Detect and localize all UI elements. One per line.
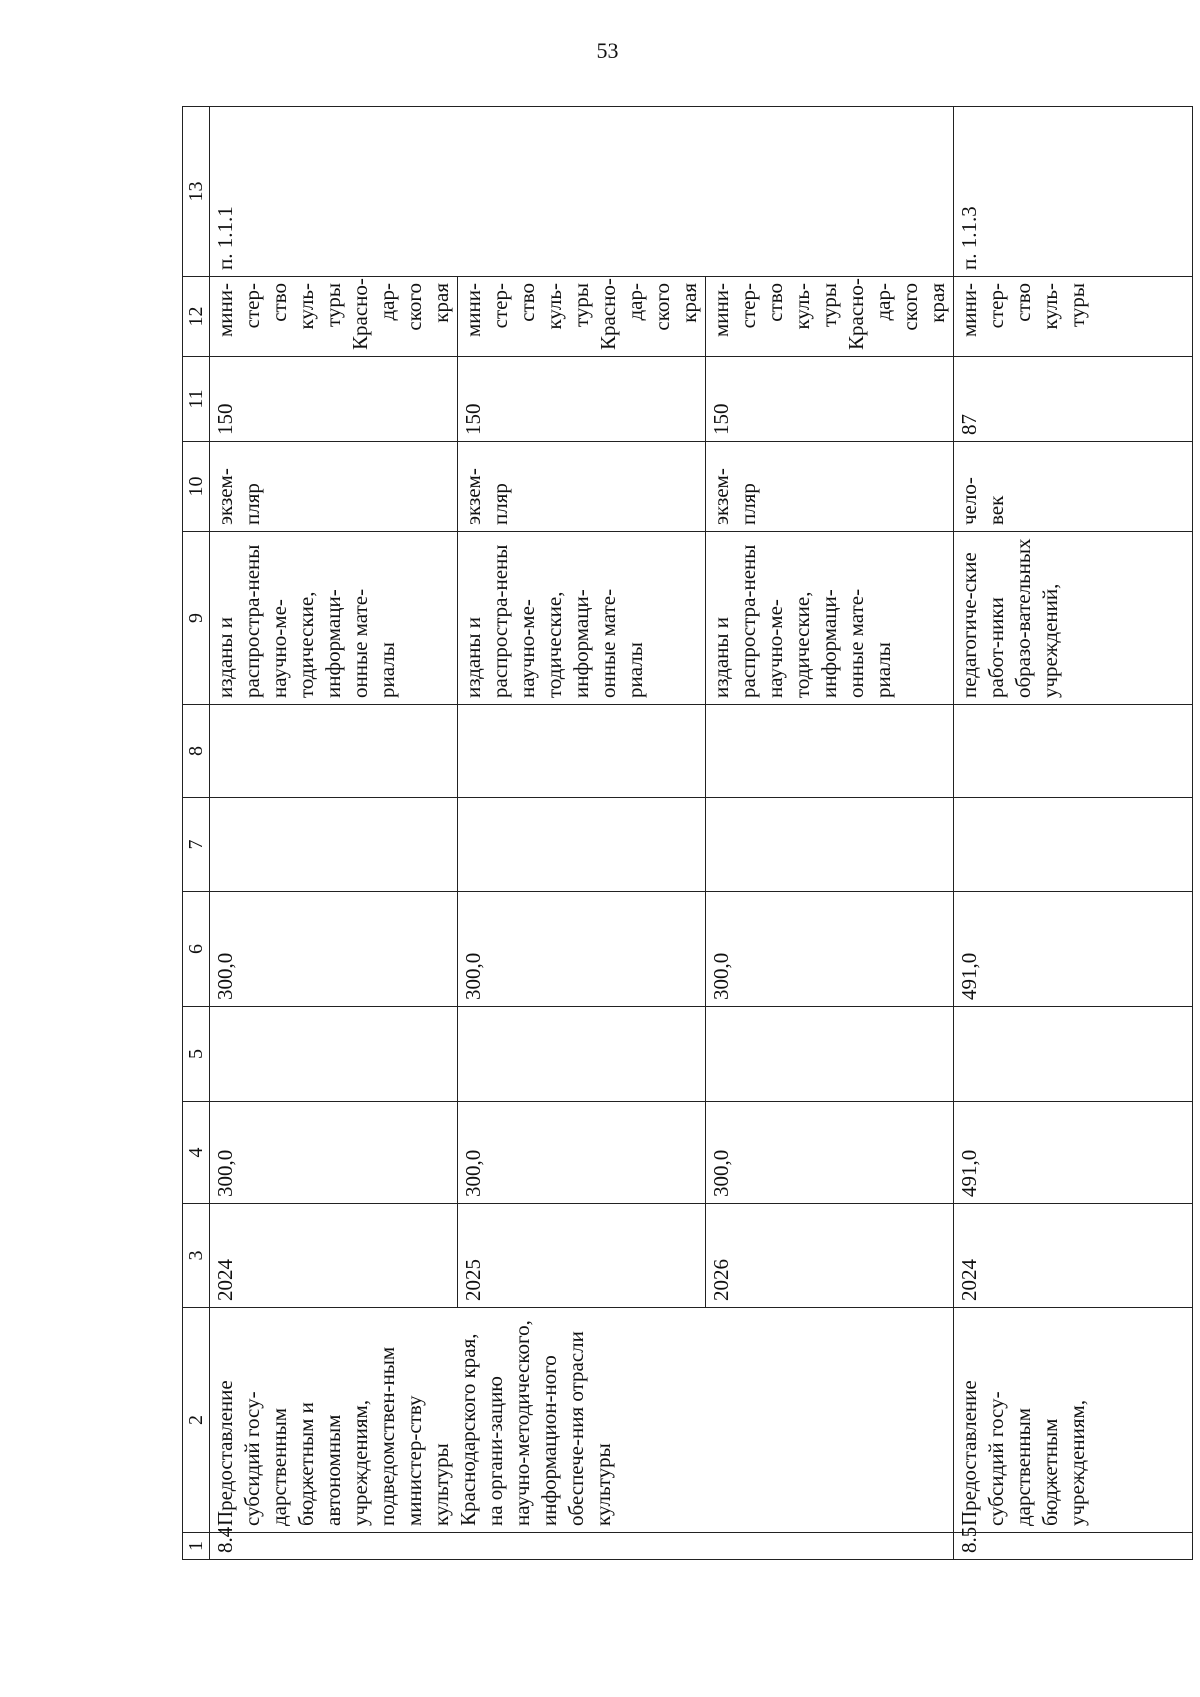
value-cell: 491,0 — [954, 1102, 1193, 1204]
header-cell: 2 — [183, 1308, 210, 1533]
value-cell: 491,0 — [954, 892, 1193, 1007]
header-cell: 3 — [183, 1204, 210, 1308]
reference-cell: п. 1.1.1 — [210, 107, 954, 277]
header-cell: 6 — [183, 892, 210, 1007]
value-cell — [458, 705, 706, 798]
table-row — [210, 107, 458, 1560]
result-cell: педагогиче-ские работ-ники образо-вательных учреждений, — [954, 532, 1193, 705]
executor-cell: мини-стер-ство куль-туры Красно-дар-ского края — [210, 277, 458, 357]
year-cell: 2026 — [706, 1204, 954, 1308]
table-row — [954, 107, 1193, 1560]
value-cell — [210, 1007, 458, 1102]
header-cell: 8 — [183, 705, 210, 798]
value-cell — [954, 1007, 1193, 1102]
quantity-cell: 150 — [458, 357, 706, 442]
value-cell — [954, 705, 1193, 798]
value-cell — [458, 798, 706, 892]
result-cell: изданы и распростра-нены научно-ме-тодические, информаци-онные мате-риалы — [706, 532, 954, 705]
quantity-cell: 150 — [706, 357, 954, 442]
page-number: 53 — [596, 38, 619, 63]
header-cell: 11 — [183, 357, 210, 442]
unit-cell: экзем-пляр — [458, 442, 706, 532]
executor-cell: мини-стер-ство куль-туры Красно-дар-ского края — [458, 277, 706, 357]
row-number: 8.4 — [210, 1533, 954, 1560]
value-cell — [706, 1007, 954, 1102]
header-cell: 7 — [183, 798, 210, 892]
header-cell: 13 — [183, 107, 210, 277]
row-description: Предоставление субсидий госу-дарственным бюджетным и автономным учреждениям, подведомствен-ным министер-ству культуры Краснодарского края, на органи-зацию научно-методического, информацион-ного обеспече-ния отрасли культуры — [210, 1308, 954, 1533]
budget-table — [182, 106, 1193, 1560]
header-cell: 10 — [183, 442, 210, 532]
reference-cell: п. 1.1.3 — [954, 107, 1193, 277]
unit-cell: чело-век — [954, 442, 1193, 532]
executor-cell: мини-стер-ство куль-туры Красно-дар-ского края — [706, 277, 954, 357]
header-cell: 1 — [183, 1533, 210, 1560]
value-cell — [458, 1007, 706, 1102]
value-cell: 300,0 — [706, 892, 954, 1007]
rotated-table-container — [182, 107, 1140, 1560]
header-cell: 12 — [183, 277, 210, 357]
value-cell — [954, 798, 1193, 892]
year-cell: 2025 — [458, 1204, 706, 1308]
year-cell: 2024 — [210, 1204, 458, 1308]
header-cell: 5 — [183, 1007, 210, 1102]
value-cell: 300,0 — [458, 892, 706, 1007]
value-cell: 300,0 — [210, 892, 458, 1007]
header-cell: 9 — [183, 532, 210, 705]
header-row — [183, 107, 210, 1560]
header-cell: 4 — [183, 1102, 210, 1204]
value-cell: 300,0 — [706, 1102, 954, 1204]
value-cell — [210, 798, 458, 892]
year-cell: 2024 — [954, 1204, 1193, 1308]
executor-cell: мини-стер-ство куль-туры — [954, 277, 1193, 357]
value-cell — [706, 705, 954, 798]
result-cell: изданы и распростра-нены научно-ме-тодические, информаци-онные мате-риалы — [210, 532, 458, 705]
row-number: 8.5 — [954, 1533, 1193, 1560]
quantity-cell: 150 — [210, 357, 458, 442]
value-cell — [210, 705, 458, 798]
quantity-cell: 87 — [954, 357, 1193, 442]
row-description: Предоставление субсидий госу-дарственным бюджетным учреждениям, — [954, 1308, 1193, 1533]
value-cell: 300,0 — [210, 1102, 458, 1204]
unit-cell: экзем-пляр — [706, 442, 954, 532]
value-cell: 300,0 — [458, 1102, 706, 1204]
value-cell — [706, 798, 954, 892]
result-cell: изданы и распростра-нены научно-ме-тодические, информаци-онные мате-риалы — [458, 532, 706, 705]
unit-cell: экзем-пляр — [210, 442, 458, 532]
